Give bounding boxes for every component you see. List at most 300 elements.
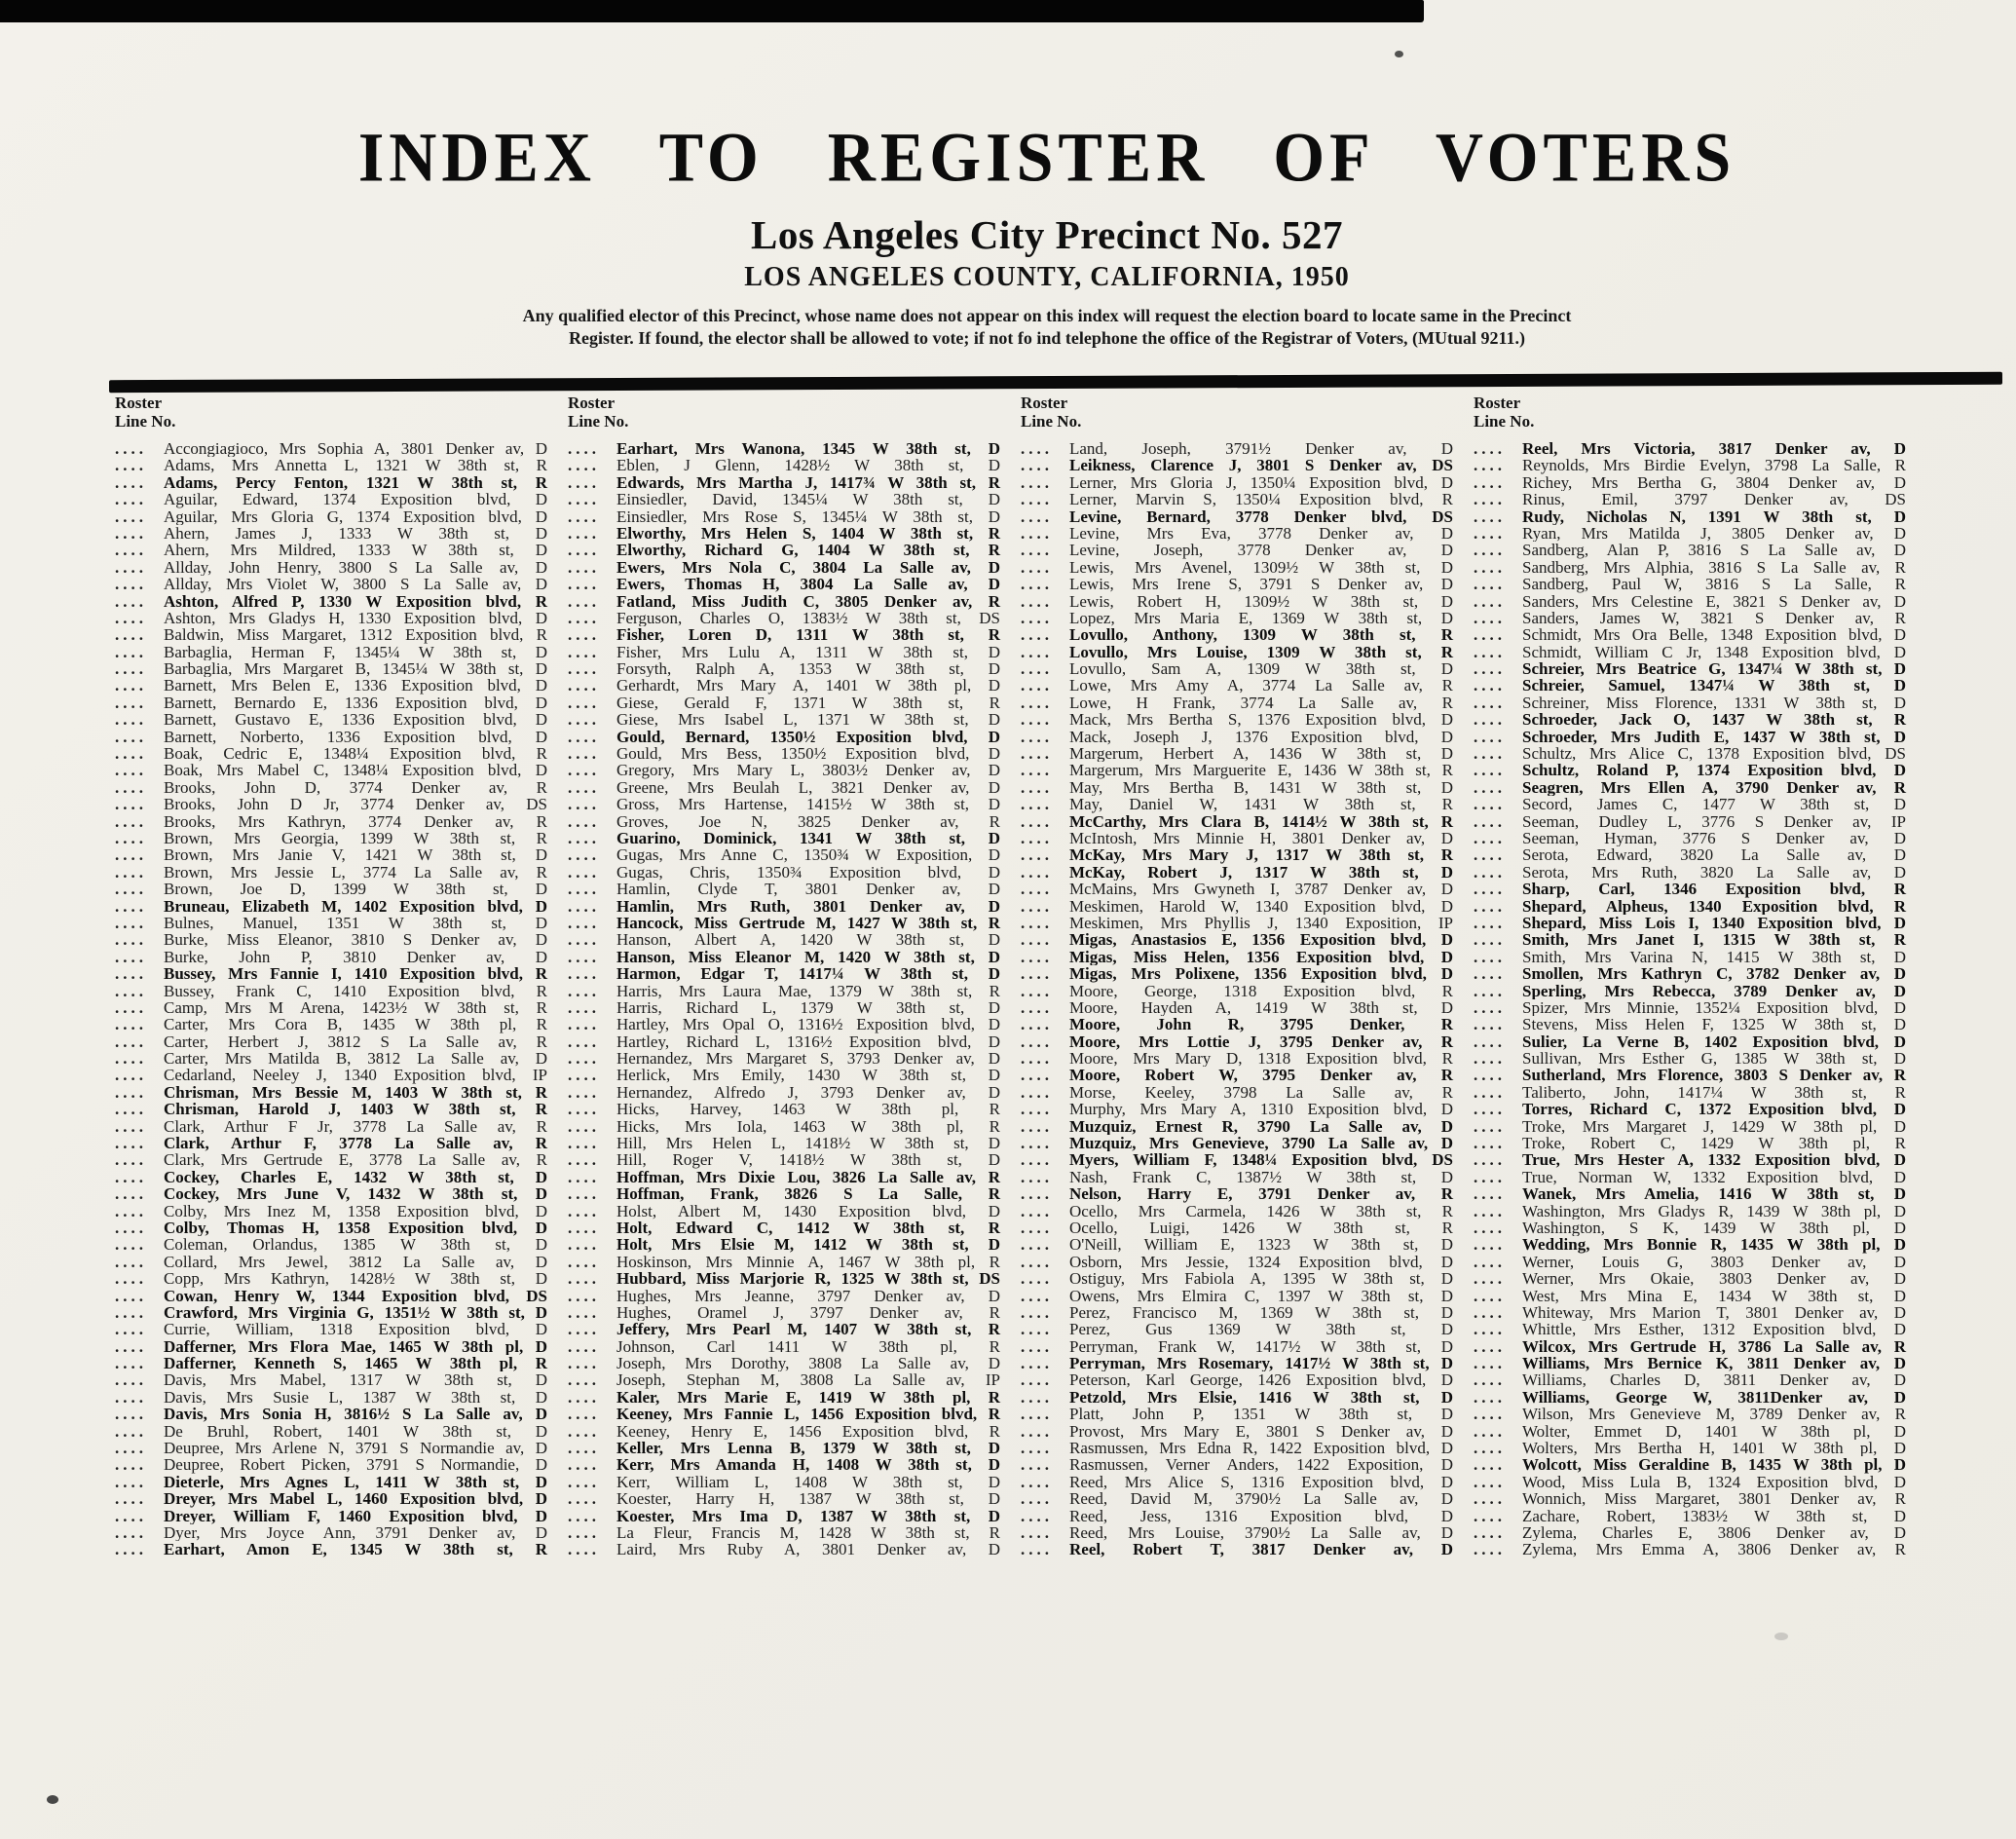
roster-line-leader-dots: .... [568,1134,600,1153]
voter-entry-text: Accongiagioco, Mrs Sophia A, 3801 Denker av, D [164,440,547,458]
voter-entry [1474,915,1920,931]
voter-entry-text: Schreiner, Miss Florence, 1331 W 38th st, D [1522,694,1906,712]
voter-entry-text: Barnett, Norberto, 1336 Exposition blvd, D [164,728,547,746]
roster-line-leader-dots: .... [1021,490,1053,509]
voter-entry-text: Cockey, Mrs June V, 1432 W 38th st, D [164,1185,547,1203]
roster-line-leader-dots: .... [568,1015,600,1034]
roster-line-leader-dots: .... [1021,659,1053,679]
voter-entry [1474,779,1920,796]
voter-entry-text: Hicks, Mrs Iola, 1463 W 38th pl, R [616,1117,1000,1136]
roster-line-leader-dots: .... [568,1506,600,1525]
voter-entry-text: Petzold, Mrs Elsie, 1416 W 38th st, D [1069,1388,1453,1407]
voter-entry [568,762,1014,778]
roster-line-leader-dots: .... [115,947,147,966]
voter-entry-text: Gross, Mrs Hartense, 1415½ W 38th st, D [616,796,1000,813]
voter-entry [568,1355,1014,1371]
voter-entry-text: Allday, John Henry, 3800 S La Salle av, D [164,558,547,577]
roster-line-leader-dots: .... [1021,913,1053,932]
voter-entry [1021,1151,1467,1168]
voter-entry-text: Schroeder, Mrs Judith E, 1437 W 38th st, D [1522,728,1906,746]
roster-line-leader-dots: .... [568,1320,600,1339]
voter-entry-text: Elworthy, Richard G, 1404 W 38th st, R [616,542,1000,559]
voter-entry [1021,457,1467,473]
voter-entry-text: Hicks, Harvey, 1463 W 38th pl, R [616,1101,1000,1118]
roster-line-leader-dots: .... [115,1472,147,1491]
voter-entry-text: Ahern, Mrs Mildred, 1333 W 38th st, D [164,542,547,559]
voter-entry-text: True, Norman W, 1332 Exposition blvd, D [1522,1168,1906,1186]
voter-entry [115,729,561,745]
voter-entry [1021,1203,1467,1220]
voter-entry-text: Burke, John P, 3810 Denker av, D [164,948,547,966]
voter-entry [568,711,1014,728]
roster-line-leader-dots: .... [568,997,600,1017]
voter-entry [1474,846,1920,863]
voter-entry [115,1508,561,1524]
roster-line-leader-dots: .... [1021,880,1053,899]
voter-entry-text: Perez, Gus 1369 W 38th st, D [1069,1321,1453,1338]
voter-entry [115,846,561,863]
voter-entry [1474,1474,1920,1490]
roster-line-leader-dots: .... [115,1320,147,1339]
roster-line-leader-dots: .... [568,880,600,899]
voter-entry-text: Carter, Mrs Matilda B, 3812 La Salle av, D [164,1050,547,1068]
voter-entry-text: Moore, George, 1318 Exposition blvd, R [1069,982,1453,999]
voter-entry [1021,1371,1467,1388]
voter-entry-text: Hernandez, Mrs Margaret S, 3793 Denker av, D [616,1050,1000,1068]
voter-entry-text: De Bruhl, Robert, 1401 W 38th st, D [164,1422,547,1441]
roster-line-leader-dots: .... [1021,472,1053,492]
roster-line-leader-dots: .... [1021,1150,1053,1170]
document-header [78,0,2016,350]
roster-line-leader-dots: .... [115,1235,147,1255]
roster-line-leader-dots: .... [568,811,600,831]
voter-entry [1474,576,1920,592]
voter-entry [1021,559,1467,576]
voter-entry-text: Torres, Richard C, 1372 Exposition blvd, D [1522,1101,1906,1118]
voter-entry [1021,864,1467,881]
voter-entry [1474,983,1920,999]
roster-line-leader-dots: .... [115,1421,147,1441]
roster-line-leader-dots: .... [115,1150,147,1170]
voter-entry-text: Forsyth, Ralph A, 1353 W 38th st, D [616,660,1000,678]
voter-entry [568,1389,1014,1406]
voter-entry-text: Fatland, Miss Judith C, 3805 Denker av, R [616,592,1000,610]
voter-entry [568,1185,1014,1202]
roster-line-leader-dots: .... [1021,557,1053,577]
roster-line-leader-dots: .... [568,795,600,814]
roster-line-leader-dots: .... [568,1269,600,1289]
roster-line-leader-dots: .... [1474,541,1506,560]
roster-line-leader-dots: .... [568,845,600,865]
voter-entry-text: Ewers, Thomas H, 3804 La Salle av, D [616,576,1000,593]
roster-line-leader-dots: .... [1474,1082,1506,1102]
voter-entry-text: Taliberto, John, 1417¼ W 38th st, R [1522,1083,1906,1102]
voter-entry [1474,440,1920,457]
voter-entry-text: Owens, Mrs Elmira C, 1397 W 38th st, D [1069,1287,1453,1304]
roster-line-leader-dots: .... [1021,1201,1053,1220]
voter-entry [115,542,561,558]
voter-entry-text: Brown, Mrs Janie V, 1421 W 38th st, D [164,846,547,864]
voter-entry [1021,1304,1467,1321]
roster-line-leader-dots: .... [115,439,147,458]
voter-entry [568,1220,1014,1236]
voter-entry-text: Carter, Mrs Cora B, 1435 W 38th pl, R [164,1016,547,1033]
voter-entry [115,813,561,830]
roster-line-leader-dots: .... [568,1286,600,1305]
voter-entry-text: Whittle, Mrs Esther, 1312 Exposition blvd, D [1522,1321,1906,1338]
roster-line-leader-dots: .... [1021,1302,1053,1322]
roster-line-leader-dots: .... [1021,1523,1053,1542]
roster-line-leader-dots: .... [1474,1134,1506,1153]
voter-entry-text: Serota, Edward, 3820 La Salle av, D [1522,846,1906,864]
roster-line-leader-dots: .... [568,1302,600,1322]
roster-line-leader-dots: .... [1474,1167,1506,1186]
roster-line-no-header [1474,394,1920,431]
roster-line-leader-dots: .... [568,744,600,764]
roster-line-leader-dots: .... [1474,1066,1506,1085]
voter-entry [1474,1169,1920,1185]
voter-entry [568,1423,1014,1440]
voter-entry [568,1440,1014,1456]
voter-entry [1474,1406,1920,1422]
roster-line-leader-dots: .... [1021,1489,1053,1509]
roster-line-leader-dots: .... [1474,1286,1506,1305]
voter-entry-text: O'Neill, William E, 1323 W 38th st, D [1069,1236,1453,1254]
roster-line-leader-dots: .... [115,1252,147,1271]
voter-entry [568,457,1014,473]
roster-line-leader-dots: .... [1474,1032,1506,1051]
voter-entry [568,644,1014,660]
roster-line-leader-dots: .... [1021,676,1053,695]
roster-line-leader-dots: .... [568,930,600,950]
voter-entry-text: Moore, Mrs Lottie J, 3795 Denker av, R [1069,1032,1453,1051]
voter-entry-text: Migas, Miss Helen, 1356 Exposition blvd, D [1069,948,1453,966]
voter-entry [115,610,561,626]
voter-entry [1474,1101,1920,1117]
roster-line-leader-dots: .... [1474,896,1506,916]
roster-line-leader-dots: .... [568,727,600,746]
roster-line-leader-dots: .... [1021,862,1053,882]
roster-line-leader-dots: .... [1474,1184,1506,1204]
roster-line-leader-dots: .... [1474,1116,1506,1136]
voter-entry-text: Nash, Frank C, 1387½ W 38th st, D [1069,1168,1453,1186]
voter-entry-text: Wolter, Emmet D, 1401 W 38th pl, D [1522,1422,1906,1441]
roster-line-leader-dots: .... [1474,1252,1506,1271]
voter-entry-text: Sanders, Mrs Celestine E, 3821 S Denker av, D [1522,592,1906,610]
voter-entry-text: Lerner, Marvin S, 1350¼ Exposition blvd, R [1069,491,1453,508]
voter-entry-text: Spizer, Mrs Minnie, 1352¼ Exposition blvd, D [1522,998,1906,1017]
roster-line-leader-dots: .... [1021,1472,1053,1491]
roster-line-leader-dots: .... [1021,1421,1053,1441]
voter-entry [1021,1067,1467,1083]
voter-entry-text: Meskimen, Mrs Phyllis J, 1340 Exposition, IP [1069,914,1453,932]
voter-entry [568,610,1014,626]
voter-entry-text: Joseph, Stephan M, 3808 La Salle av, IP [616,1371,1000,1389]
roster-line-leader-dots: .... [568,913,600,932]
roster-line-leader-dots: .... [1474,930,1506,950]
voter-entry-text: Leikness, Clarence J, 3801 S Denker av, DS [1069,457,1453,474]
voter-entry [115,440,561,457]
voter-entry-text: Fisher, Loren D, 1311 W 38th st, R [616,626,1000,644]
roster-line-leader-dots: .... [1021,896,1053,916]
voter-entry-text: Ocello, Luigi, 1426 W 38th st, R [1069,1219,1453,1237]
voter-entry [568,864,1014,881]
roster-line-leader-dots: .... [1474,575,1506,594]
voter-entry [115,983,561,999]
voter-entry-text: Schultz, Mrs Alice C, 1378 Exposition blvd, DS [1522,745,1906,763]
roster-line-leader-dots: .... [1021,1015,1053,1034]
voter-entry-text: Keller, Mrs Lenna B, 1379 W 38th st, D [616,1440,1000,1457]
voter-entry [568,508,1014,525]
voter-entry [568,830,1014,846]
voter-entry-text: Dreyer, Mrs Mabel L, 1460 Exposition blvd, D [164,1490,547,1508]
voter-entry [1474,813,1920,830]
voter-entry [568,1101,1014,1117]
voter-entry-text: Rasmussen, Verner Anders, 1422 Exposition, D [1069,1456,1453,1474]
voter-entry [1474,644,1920,660]
voter-entry-text: Reed, David M, 3790½ La Salle av, D [1069,1490,1453,1508]
voter-entry [1021,610,1467,626]
voter-entry [1474,694,1920,711]
voter-entry-text: Hamlin, Clyde T, 3801 Denker av, D [616,881,1000,898]
voter-entry-text: Osborn, Mrs Jessie, 1324 Exposition blvd, D [1069,1253,1453,1271]
voter-entry [1474,1016,1920,1032]
voter-entry-text: Margerum, Herbert A, 1436 W 38th st, D [1069,745,1453,763]
roster-line-leader-dots: .... [1474,761,1506,780]
voter-entry [1021,745,1467,762]
voter-entry-text: Gugas, Chris, 1350¾ Exposition blvd, D [616,863,1000,882]
voter-entry [568,1490,1014,1507]
voter-entry-text: Baldwin, Miss Margaret, 1312 Exposition blvd, R [164,626,547,644]
county-line: LOS ANGELES COUNTY, CALIFORNIA, 1950 [744,262,1350,292]
voter-entry-text: Collard, Mrs Jewel, 3812 La Salle av, D [164,1253,547,1271]
roster-line-leader-dots: .... [568,507,600,526]
voter-entry [1021,931,1467,948]
voter-entry [1021,762,1467,778]
voter-entry-text: Moore, Hayden A, 1419 W 38th st, D [1069,998,1453,1017]
voter-entry-text: Lewis, Mrs Irene S, 3791 S Denker av, D [1069,576,1453,593]
roster-line-leader-dots: .... [568,1150,600,1170]
roster-line-leader-dots: .... [115,490,147,509]
roster-line-leader-dots: .... [1474,913,1506,932]
voter-entry-text: Ferguson, Charles O, 1383½ W 38th st, DS [616,609,1000,627]
roster-line-leader-dots: .... [1474,1506,1506,1525]
voter-entry [1474,525,1920,542]
voter-entry [1474,1203,1920,1220]
voter-entry [568,1236,1014,1253]
voter-entry [1021,677,1467,694]
roster-line-leader-dots: .... [568,1252,600,1271]
roster-line-leader-dots: .... [1474,880,1506,899]
voter-entry-text: Schreier, Samuel, 1347¼ W 38th st, D [1522,677,1906,694]
voter-entry-text: Williams, George W, 3811Denker av, D [1522,1388,1906,1407]
voter-entry [568,1151,1014,1168]
voter-entry-text: Ryan, Mrs Matilda J, 3805 Denker av, D [1522,524,1906,543]
voter-entry-text: Rasmussen, Mrs Edna R, 1422 Exposition blvd, D [1069,1440,1453,1457]
voter-entry [568,1541,1014,1558]
voter-entry-text: Harris, Mrs Laura Mae, 1379 W 38th st, R [616,982,1000,999]
voter-entry [115,576,561,592]
roster-line-leader-dots: .... [115,913,147,932]
voter-entry-text: Johnson, Carl 1411 W 38th pl, R [616,1337,1000,1356]
voter-entry-text: Gerhardt, Mrs Mary A, 1401 W 38th pl, D [616,677,1000,694]
roster-line-leader-dots: .... [115,1439,147,1458]
voter-entry [115,830,561,846]
roster-line-leader-dots: .... [1021,1082,1053,1102]
voter-entry-text: McCarthy, Mrs Clara B, 1414½ W 38th st, R [1069,812,1453,830]
roster-line-leader-dots: .... [1021,1387,1053,1407]
voter-entry [1021,1406,1467,1422]
voter-entry-text: Hill, Roger V, 1418½ W 38th st, D [616,1151,1000,1169]
voter-entry [1474,1254,1920,1270]
roster-line-leader-dots: .... [1474,744,1506,764]
roster-line-leader-dots: .... [568,1116,600,1136]
voter-entry-text: Dafferner, Mrs Flora Mae, 1465 W 38th pl, D [164,1337,547,1356]
voter-rows [115,440,561,1558]
voter-entry-text: Schreier, Mrs Beatrice G, 1347¼ W 38th st, D [1522,660,1906,678]
voter-entry-text: Ewers, Mrs Nola C, 3804 La Salle av, D [616,558,1000,577]
voter-entry-text: Werner, Mrs Okaie, 3803 Denker av, D [1522,1270,1906,1288]
roster-line-leader-dots: .... [568,1201,600,1220]
voter-entry-text: Colby, Mrs Inez M, 1358 Exposition blvd, D [164,1202,547,1220]
roster-line-leader-dots: .... [1474,1523,1506,1542]
roster-line-leader-dots: .... [1474,1354,1506,1373]
voter-entry [115,881,561,897]
roster-line-leader-dots: .... [1474,1218,1506,1237]
precinct-subtitle: Los Angeles City Precinct No. 527 [751,212,1343,257]
voter-entry [568,915,1014,931]
voter-entry [1021,491,1467,507]
voter-entry [568,694,1014,711]
voter-entry-text: Smollen, Mrs Kathryn C, 3782 Denker av, D [1522,965,1906,983]
roster-line-leader-dots: .... [568,1184,600,1204]
roster-line-leader-dots: .... [115,828,147,847]
voter-entry-text: Shepard, Miss Lois I, 1340 Exposition blvd, D [1522,914,1906,932]
roster-line-leader-dots: .... [568,1472,600,1491]
voter-entry [568,1338,1014,1355]
roster-line-leader-dots: .... [115,1489,147,1509]
voter-entry [568,1456,1014,1473]
roster-line-leader-dots: .... [1474,727,1506,746]
roster-line-leader-dots: .... [1021,1336,1053,1356]
roster-line-leader-dots: .... [1021,828,1053,847]
voter-entry [115,931,561,948]
roster-line-leader-dots: .... [1021,1032,1053,1051]
voter-entry-text: Coleman, Orlandus, 1385 W 38th st, D [164,1236,547,1254]
voter-entry-text: Seagren, Mrs Ellen A, 3790 Denker av, R [1522,778,1906,797]
roster-line-leader-dots: .... [568,1370,600,1390]
voter-entry-text: Murphy, Mrs Mary A, 1310 Exposition blvd, D [1069,1101,1453,1118]
voter-entry [115,525,561,542]
roster-line-leader-dots: .... [1474,507,1506,526]
voter-entry-text: Eblen, J Glenn, 1428½ W 38th st, D [616,457,1000,474]
voter-entry-text: Gould, Bernard, 1350½ Exposition blvd, D [616,728,1000,746]
roster-line-leader-dots: .... [1021,591,1053,611]
voter-entry [1021,711,1467,728]
voter-entry [568,1254,1014,1270]
voter-entry-text: Aguilar, Edward, 1374 Exposition blvd, D [164,491,547,508]
voter-rows [1474,440,1920,1558]
voter-entry [115,1236,561,1253]
roster-line-leader-dots: .... [1474,811,1506,831]
roster-line-leader-dots: .... [115,1354,147,1373]
roster-line-leader-dots: .... [568,1354,600,1373]
voter-entry-text: Wilson, Mrs Genevieve M, 3789 Denker av, R [1522,1406,1906,1423]
voter-entry [568,525,1014,542]
voter-entry [1021,915,1467,931]
voter-entry [115,1254,561,1270]
voter-entry-text: Clark, Mrs Gertrude E, 3778 La Salle av, R [164,1151,547,1169]
voter-entry-text: Ashton, Mrs Gladys H, 1330 Exposition blvd, D [164,609,547,627]
voter-entry-text: Rudy, Nicholas N, 1391 W 38th st, D [1522,507,1906,525]
voter-entry-text: Moore, Robert W, 3795 Denker av, R [1069,1067,1453,1084]
voter-entry-text: Whiteway, Mrs Marion T, 3801 Denker av, D [1522,1303,1906,1322]
voter-entry-text: Barnett, Mrs Belen E, 1336 Exposition blvd, D [164,677,547,694]
roster-line-leader-dots: .... [1021,439,1053,458]
roster-line-leader-dots: .... [1021,608,1053,627]
voter-entry [568,1474,1014,1490]
voter-entry [1021,813,1467,830]
voter-entry-text: Werner, Louis G, 3803 Denker av, D [1522,1253,1906,1271]
voter-entry-text: Bussey, Frank C, 1410 Exposition blvd, R [164,982,547,999]
voter-entry [1021,474,1467,491]
roster-line-no-header [1021,394,1467,431]
roster-line-leader-dots: .... [1021,1252,1053,1271]
voter-entry-text: Kerr, Mrs Amanda H, 1408 W 38th st, D [616,1456,1000,1474]
voter-entry-text: Lewis, Mrs Avenel, 1309½ W 38th st, D [1069,558,1453,577]
roster-line-leader-dots: .... [115,575,147,594]
voter-entry [568,813,1014,830]
voter-entry [1021,1169,1467,1185]
roster-line-leader-dots: .... [1474,1472,1506,1491]
voter-entry-text: Lowe, H Frank, 3774 La Salle av, R [1069,694,1453,712]
roster-line-leader-dots: .... [115,1134,147,1153]
roster-line-leader-dots: .... [1021,1439,1053,1458]
voter-entry [568,1016,1014,1032]
roster-line-leader-dots: .... [1474,472,1506,492]
voter-entry-text: Cedarland, Neeley J, 1340 Exposition blvd, IP [164,1067,547,1084]
voter-entry [115,1474,561,1490]
voter-entry [1474,931,1920,948]
roster-line-leader-dots: .... [1474,1405,1506,1424]
roster-line-leader-dots: .... [1021,930,1053,950]
voter-entry [568,846,1014,863]
roster-line-leader-dots: .... [568,1405,600,1424]
voter-entry [1021,1101,1467,1117]
voter-entry-text: Schultz, Roland P, 1374 Exposition blvd, D [1522,762,1906,779]
voter-entry-text: Hoskinson, Mrs Minnie A, 1467 W 38th pl, R [616,1253,1000,1271]
voter-entry [1021,1033,1467,1050]
voter-entry [1021,1288,1467,1304]
voter-entry [115,1169,561,1185]
roster-line-leader-dots: .... [568,439,600,458]
voter-entry [568,729,1014,745]
voter-entry [1021,1524,1467,1541]
roster-line-leader-dots: .... [568,591,600,611]
roster-line-leader-dots: .... [568,1032,600,1051]
roster-line-leader-dots: .... [1474,828,1506,847]
voter-entry [1474,474,1920,491]
roster-line-leader-dots: .... [1474,947,1506,966]
voter-entry-text: Ashton, Alfred P, 1330 W Exposition blvd, R [164,592,547,610]
roster-line-leader-dots: .... [115,981,147,1000]
voter-entry-text: Deupree, Mrs Arlene N, 3791 S Normandie av, D [164,1440,547,1457]
elector-instructions-line1: Any qualified elector of this Precinct, whose name does not appear on this index will request the election board to locate same in the Precinct [522,306,1572,325]
voter-entry-text: Wolcott, Miss Geraldine B, 1435 W 38th pl, D [1522,1456,1906,1474]
voter-entry-text: Hernandez, Alfredo J, 3793 Denker av, D [616,1083,1000,1102]
roster-line-leader-dots: .... [115,557,147,577]
voter-entry-text: Sutherland, Mrs Florence, 3803 S Denker av, R [1522,1067,1906,1084]
